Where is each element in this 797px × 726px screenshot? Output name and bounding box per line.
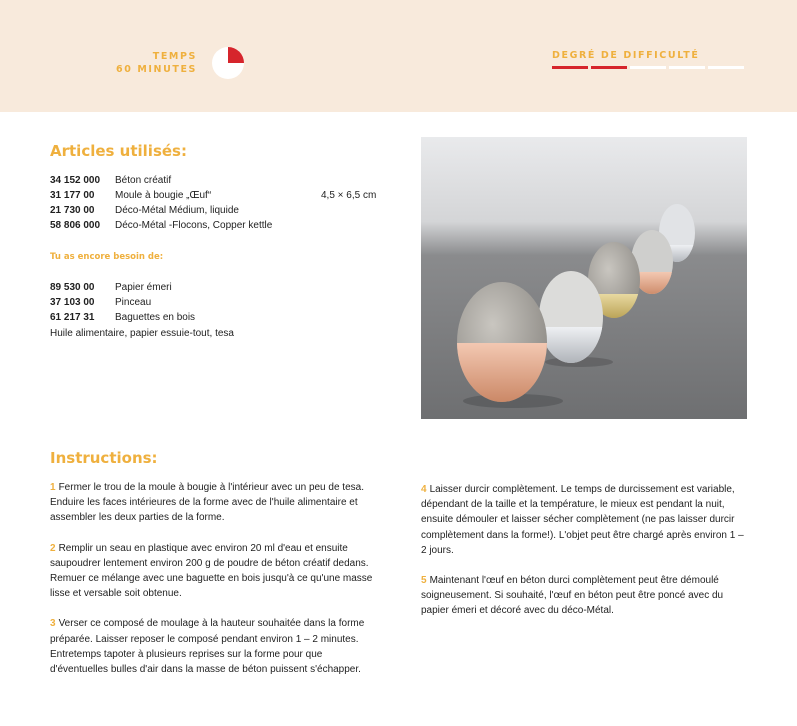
step-text: Fermer le trou de la moule à bougie à l'intérieur avec un peu de tesa. Enduire les faces intérieures de la forme avec de l'huile alimentaire et assembler les deux parties de la forme. [50,482,364,524]
difficulty-segment-4 [669,66,705,69]
item-name: Déco-Métal -Flocons, Copper kettle [115,220,273,231]
time-value: 60 MINUTES [116,64,197,75]
item-code: 21 730 00 [50,205,95,216]
step-text: Verser ce composé de moulage à la hauteur souhaitée dans la forme préparée. Laisser reposer le composé pendant environ 1 – 2 minutes. Entretemps tapoter à plusieurs reprises sur la forme pour que d'éventuelles bulles d'air dans la masse de béton puissent s'échapper. [50,618,365,676]
item-code: 31 177 00 [50,190,95,201]
item-name: Béton créatif [115,175,172,186]
item-name: Pinceau [115,297,152,308]
materials-title: Articles utilisés: [50,142,187,160]
instruction-step [421,573,747,619]
difficulty-segment-5 [708,66,744,69]
step-text: Laisser durcir complètement. Le temps de durcissement est variable, dépendant de la taille et la température, le mieux est pendant la nuit, ensuite démouler et laisser sécher complètement (ne pas laisser durcir complètement dans la forme!). L'objet peut être chargé après environ 1 – 2 jours. [421,484,744,556]
item-code: 34 152 000 [50,175,101,186]
difficulty-label: DEGRÉ DE DIFFICULTÉ [552,50,700,61]
instructions-title: Instructions: [50,449,158,467]
instruction-step [50,616,380,677]
instructions-column-left [50,480,380,692]
item-name: Moule à bougie „Œuf“ [115,190,212,201]
difficulty-segment-1 [552,66,588,69]
step-text: Maintenant l'œuf en béton durci complètement peut être démoulé soigneusement. Si souhaité, l'œuf en béton peut être poncé avec du papier émeri et décoré avec du déco-Métal. [421,575,724,617]
step-number: 4 [421,484,427,495]
step-number: 1 [50,482,56,493]
time-label: TEMPS [152,51,197,62]
step-number: 5 [421,575,427,587]
item-code: 89 530 00 [50,282,95,293]
instruction-step [50,480,380,526]
extra-materials-title: Tu as encore besoin de: [50,252,164,262]
step-number: 3 [50,618,56,630]
instruction-step [50,541,380,602]
instructions-column-right [421,482,747,634]
item-name: Papier émeri [115,282,172,293]
step-text: Remplir un seau en plastique avec environ 20 ml d'eau et ensuite saupoudrer lentement environ 200 g de poudre de béton créatif dedans. Remuer ce mélange avec une baguette en bois jusqu'à ce qu'une masse lisse et versable soit obtenue. [50,542,373,600]
concrete-eggs-photo [421,137,747,419]
item-code: 58 806 000 [50,220,101,231]
header-band [0,0,797,112]
clock-icon [211,46,245,80]
item-name: Baguettes en bois [115,312,196,323]
difficulty-segment-2 [591,66,627,69]
difficulty-segment-3 [630,66,666,69]
item-name: Déco-Métal Médium, liquide [115,205,239,216]
item-code: 61 217 31 [50,312,95,323]
item-code: 37 103 00 [50,297,95,308]
item-size: 4,5 × 6,5 cm [321,190,377,201]
step-number: 2 [50,542,56,554]
instruction-step [421,482,747,558]
extra-materials-note: Huile alimentaire, papier essuie-tout, tesa [50,328,234,339]
time-block [116,50,197,76]
